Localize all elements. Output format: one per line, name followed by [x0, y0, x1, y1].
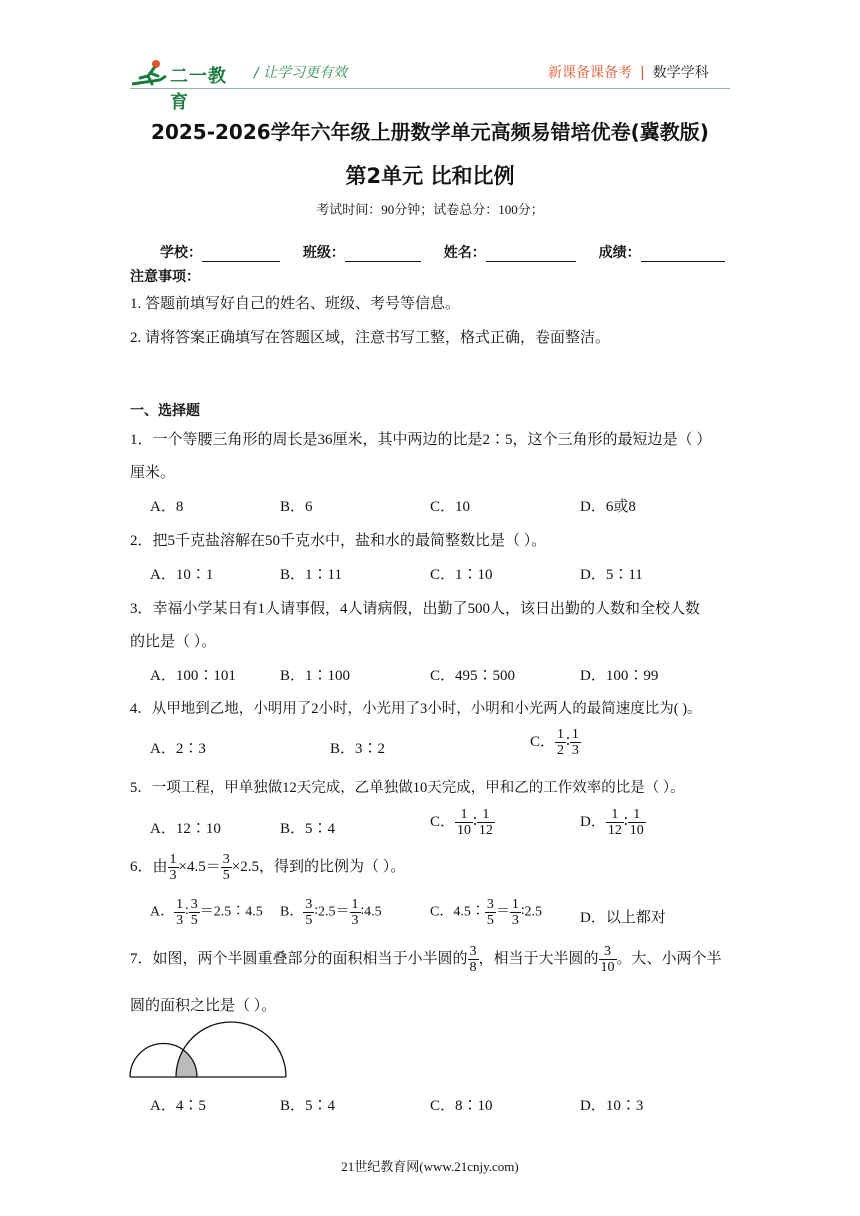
- numerator: 1: [351, 897, 359, 912]
- name-label: 姓名：: [443, 245, 486, 261]
- school-label: 学校：: [160, 245, 202, 261]
- denominator: 3: [571, 743, 579, 758]
- q2-option-b[interactable]: B．1∶11: [280, 567, 342, 583]
- slogan: / 让学习更有效: [254, 65, 348, 81]
- question-7-text-cont: 圆的面积之比是（ ）。: [130, 998, 277, 1014]
- note-item: 1. 答题前填写好自己的姓名、班级、考号等信息。: [130, 296, 461, 312]
- numerator: 1: [455, 807, 473, 823]
- header-subject-label: 数学学科: [652, 65, 709, 81]
- numerator: 1: [628, 807, 646, 823]
- school-field[interactable]: [202, 247, 280, 262]
- question-1-text: 1．一个等腰三角形的周长是36厘米，其中两边的比是2∶5，这个三角形的最短边是（ ）: [130, 432, 712, 448]
- q6-option-a[interactable]: A． $\frac{1}{3}$ ∶ $\frac{3}{5}$ ＝2.5∶4.5: [150, 897, 263, 928]
- q3-option-c[interactable]: C．495∶500: [430, 668, 516, 684]
- q5-option-d[interactable]: D． $\frac{1}{12}$ ∶ $\frac{1}{10}$: [580, 807, 644, 838]
- q4-option-b[interactable]: B．3∶2: [330, 741, 386, 757]
- q5-option-a[interactable]: A．12∶10: [150, 821, 221, 837]
- name-field[interactable]: [486, 247, 576, 262]
- q6-eq-mid: ×4.5＝: [178, 858, 221, 875]
- q6-option-d[interactable]: D．以上都对: [580, 910, 666, 926]
- denominator: 5: [305, 913, 313, 928]
- denominator: 3: [169, 868, 177, 883]
- question-2-text: 2．把5千克盐溶解在50千克水中，盐和水的最简整数比是（ ）。: [130, 533, 547, 549]
- numerator: 3: [190, 897, 198, 912]
- q5-option-b[interactable]: B．5∶4: [280, 821, 336, 837]
- q2-option-a[interactable]: A．10∶1: [150, 567, 214, 583]
- q4-option-c[interactable]: C． $\frac{1}{2}$ ∶ $\frac{1}{3}$: [530, 727, 579, 758]
- notes-heading: 注意事项：: [130, 269, 200, 285]
- numerator: 3: [599, 944, 617, 960]
- denominator: 8: [469, 960, 477, 975]
- q6-option-b-mid: ∶2.5＝: [314, 904, 350, 920]
- q6-option-c[interactable]: [430, 897, 542, 928]
- fraction: [485, 897, 496, 928]
- question-4-text: 4．从甲地到乙地，小明用了2小时，小光用了3小时，小明和小光两人的最简速度比为( )。: [130, 701, 702, 717]
- numerator: 3: [469, 944, 477, 959]
- numerator: 1: [571, 727, 579, 742]
- denominator: 3: [351, 913, 359, 928]
- q5-option-c-label: C．: [430, 813, 456, 830]
- logo: [130, 56, 242, 113]
- q3-option-b[interactable]: B．1∶100: [280, 668, 351, 684]
- denominator: 3: [511, 913, 519, 928]
- q7-part1: 7．如图，两个半圆重叠部分的面积相当于小半圆的: [130, 950, 468, 967]
- fraction: [555, 727, 566, 758]
- q6-option-b[interactable]: [280, 897, 382, 928]
- q4-option-c-label: C．: [530, 733, 556, 750]
- q4-option-a[interactable]: A．2∶3: [150, 741, 206, 757]
- q3-option-a[interactable]: A．100∶101: [150, 668, 236, 684]
- numerator: 1: [176, 897, 184, 912]
- q1-option-b[interactable]: B．6: [280, 499, 313, 515]
- runner-logo-icon: [130, 56, 170, 92]
- numerator: 3: [486, 897, 494, 912]
- page-title: 2025-2026学年六年级上册数学单元高频易错培优卷(冀教版): [151, 120, 709, 144]
- class-field[interactable]: [345, 247, 421, 262]
- denominator: 10: [629, 823, 644, 838]
- denominator: 12: [478, 823, 493, 838]
- q7-part3: 。大、小两个半: [616, 950, 722, 967]
- denominator: 10: [600, 960, 615, 975]
- numerator: 1: [169, 852, 177, 867]
- fraction: [468, 944, 479, 975]
- question-5-text: 5．一项工程，甲单独做12天完成，乙单独做10天完成，甲和乙的工作效率的比是（ ）。: [130, 780, 685, 796]
- fraction: [221, 852, 232, 883]
- q6-option-c-label: C．: [430, 904, 454, 920]
- q5-option-d-label: D．: [580, 813, 606, 830]
- q1-option-c[interactable]: C．10: [430, 499, 471, 515]
- numerator: 1: [477, 807, 495, 823]
- section-heading: 一、选择题: [130, 403, 200, 419]
- fraction: [599, 944, 617, 975]
- question-7-text: [130, 944, 722, 975]
- exam-meta: 考试时间：90分钟；试卷总分：100分；: [316, 202, 544, 217]
- q7-option-d[interactable]: D．10∶3: [580, 1098, 644, 1114]
- denominator: 5: [190, 913, 198, 928]
- fraction: [168, 852, 179, 883]
- unit-title: 第2单元 比和比例: [345, 164, 515, 188]
- denominator: 12: [607, 823, 622, 838]
- q6-option-a-label: A．: [150, 904, 175, 920]
- note-item: 2. 请将答案正确填写在答题区域，注意书写工整，格式正确，卷面整洁。: [130, 330, 611, 346]
- header-subject: [548, 62, 709, 82]
- q7-part2: ，相当于大半圆的: [478, 950, 599, 967]
- fraction: [189, 897, 200, 928]
- fraction: [510, 897, 521, 928]
- q2-option-d[interactable]: D．5∶11: [580, 567, 643, 583]
- q2-option-c[interactable]: C．1∶10: [430, 567, 493, 583]
- numerator: 3: [305, 897, 313, 912]
- q7-option-b[interactable]: B．5∶4: [280, 1098, 336, 1114]
- score-label: 成绩：: [598, 245, 641, 261]
- question-1-text-cont: 厘米。: [130, 465, 176, 481]
- q7-option-a[interactable]: A．4∶5: [150, 1098, 206, 1114]
- q6-option-c-tail: ∶2.5: [520, 904, 542, 920]
- q3-option-d[interactable]: D．100∶99: [580, 668, 659, 684]
- question-3-text: 3．幸福小学某日有1人请事假，4人请病假，出勤了500人，该日出勤的人数和全校人数: [130, 601, 701, 617]
- score-field[interactable]: [641, 247, 725, 262]
- q6-eq-end: ×2.5，得到的比例为（ ）。: [231, 858, 406, 875]
- fraction: [628, 807, 646, 838]
- overlap-region: [130, 1044, 197, 1078]
- q1-option-d[interactable]: D．6或8: [580, 499, 636, 515]
- fraction: [606, 807, 624, 838]
- q6-option-c-mid: ＝: [495, 904, 510, 920]
- q6-prefix: 6．由: [130, 858, 168, 875]
- semicircles-figure: [128, 1018, 294, 1082]
- numerator: 1: [557, 727, 565, 742]
- numerator: 1: [606, 807, 624, 823]
- fraction: [570, 727, 581, 758]
- fraction: [303, 897, 314, 928]
- q5-option-c[interactable]: C． $\frac{1}{10}$ ∶ $\frac{1}{12}$: [430, 807, 493, 838]
- denominator: 10: [457, 823, 472, 838]
- student-info-line: [160, 242, 725, 262]
- header-course-label: 新课备课备考: [548, 65, 632, 81]
- footer: 21世纪教育网(www.21cnjy.com): [341, 1159, 519, 1174]
- fraction: [350, 897, 361, 928]
- fraction: [477, 807, 495, 838]
- denominator: 3: [176, 913, 184, 928]
- q6-option-a-tail: ＝2.5∶4.5: [199, 904, 263, 920]
- question-3-text-cont: 的比是（ ）。: [130, 634, 217, 650]
- fraction: [174, 897, 185, 928]
- numerator: 3: [222, 852, 230, 867]
- q7-option-c[interactable]: C．8∶10: [430, 1098, 493, 1114]
- class-label: 班级：: [302, 245, 345, 261]
- fraction: [455, 807, 473, 838]
- header-separator: |: [640, 65, 645, 81]
- q1-option-a[interactable]: A．8: [150, 499, 184, 515]
- denominator: 2: [557, 743, 565, 758]
- q6-option-b-label: B．: [280, 904, 304, 920]
- denominator: 5: [222, 868, 230, 883]
- header-divider: [130, 88, 730, 89]
- numerator: 1: [511, 897, 519, 912]
- q6-option-c-head: 4.5∶: [453, 904, 485, 920]
- question-6-text: [130, 852, 405, 883]
- q6-option-b-tail: ∶4.5: [360, 904, 382, 920]
- logo-text: 二一教育: [170, 66, 227, 113]
- denominator: 5: [486, 913, 494, 928]
